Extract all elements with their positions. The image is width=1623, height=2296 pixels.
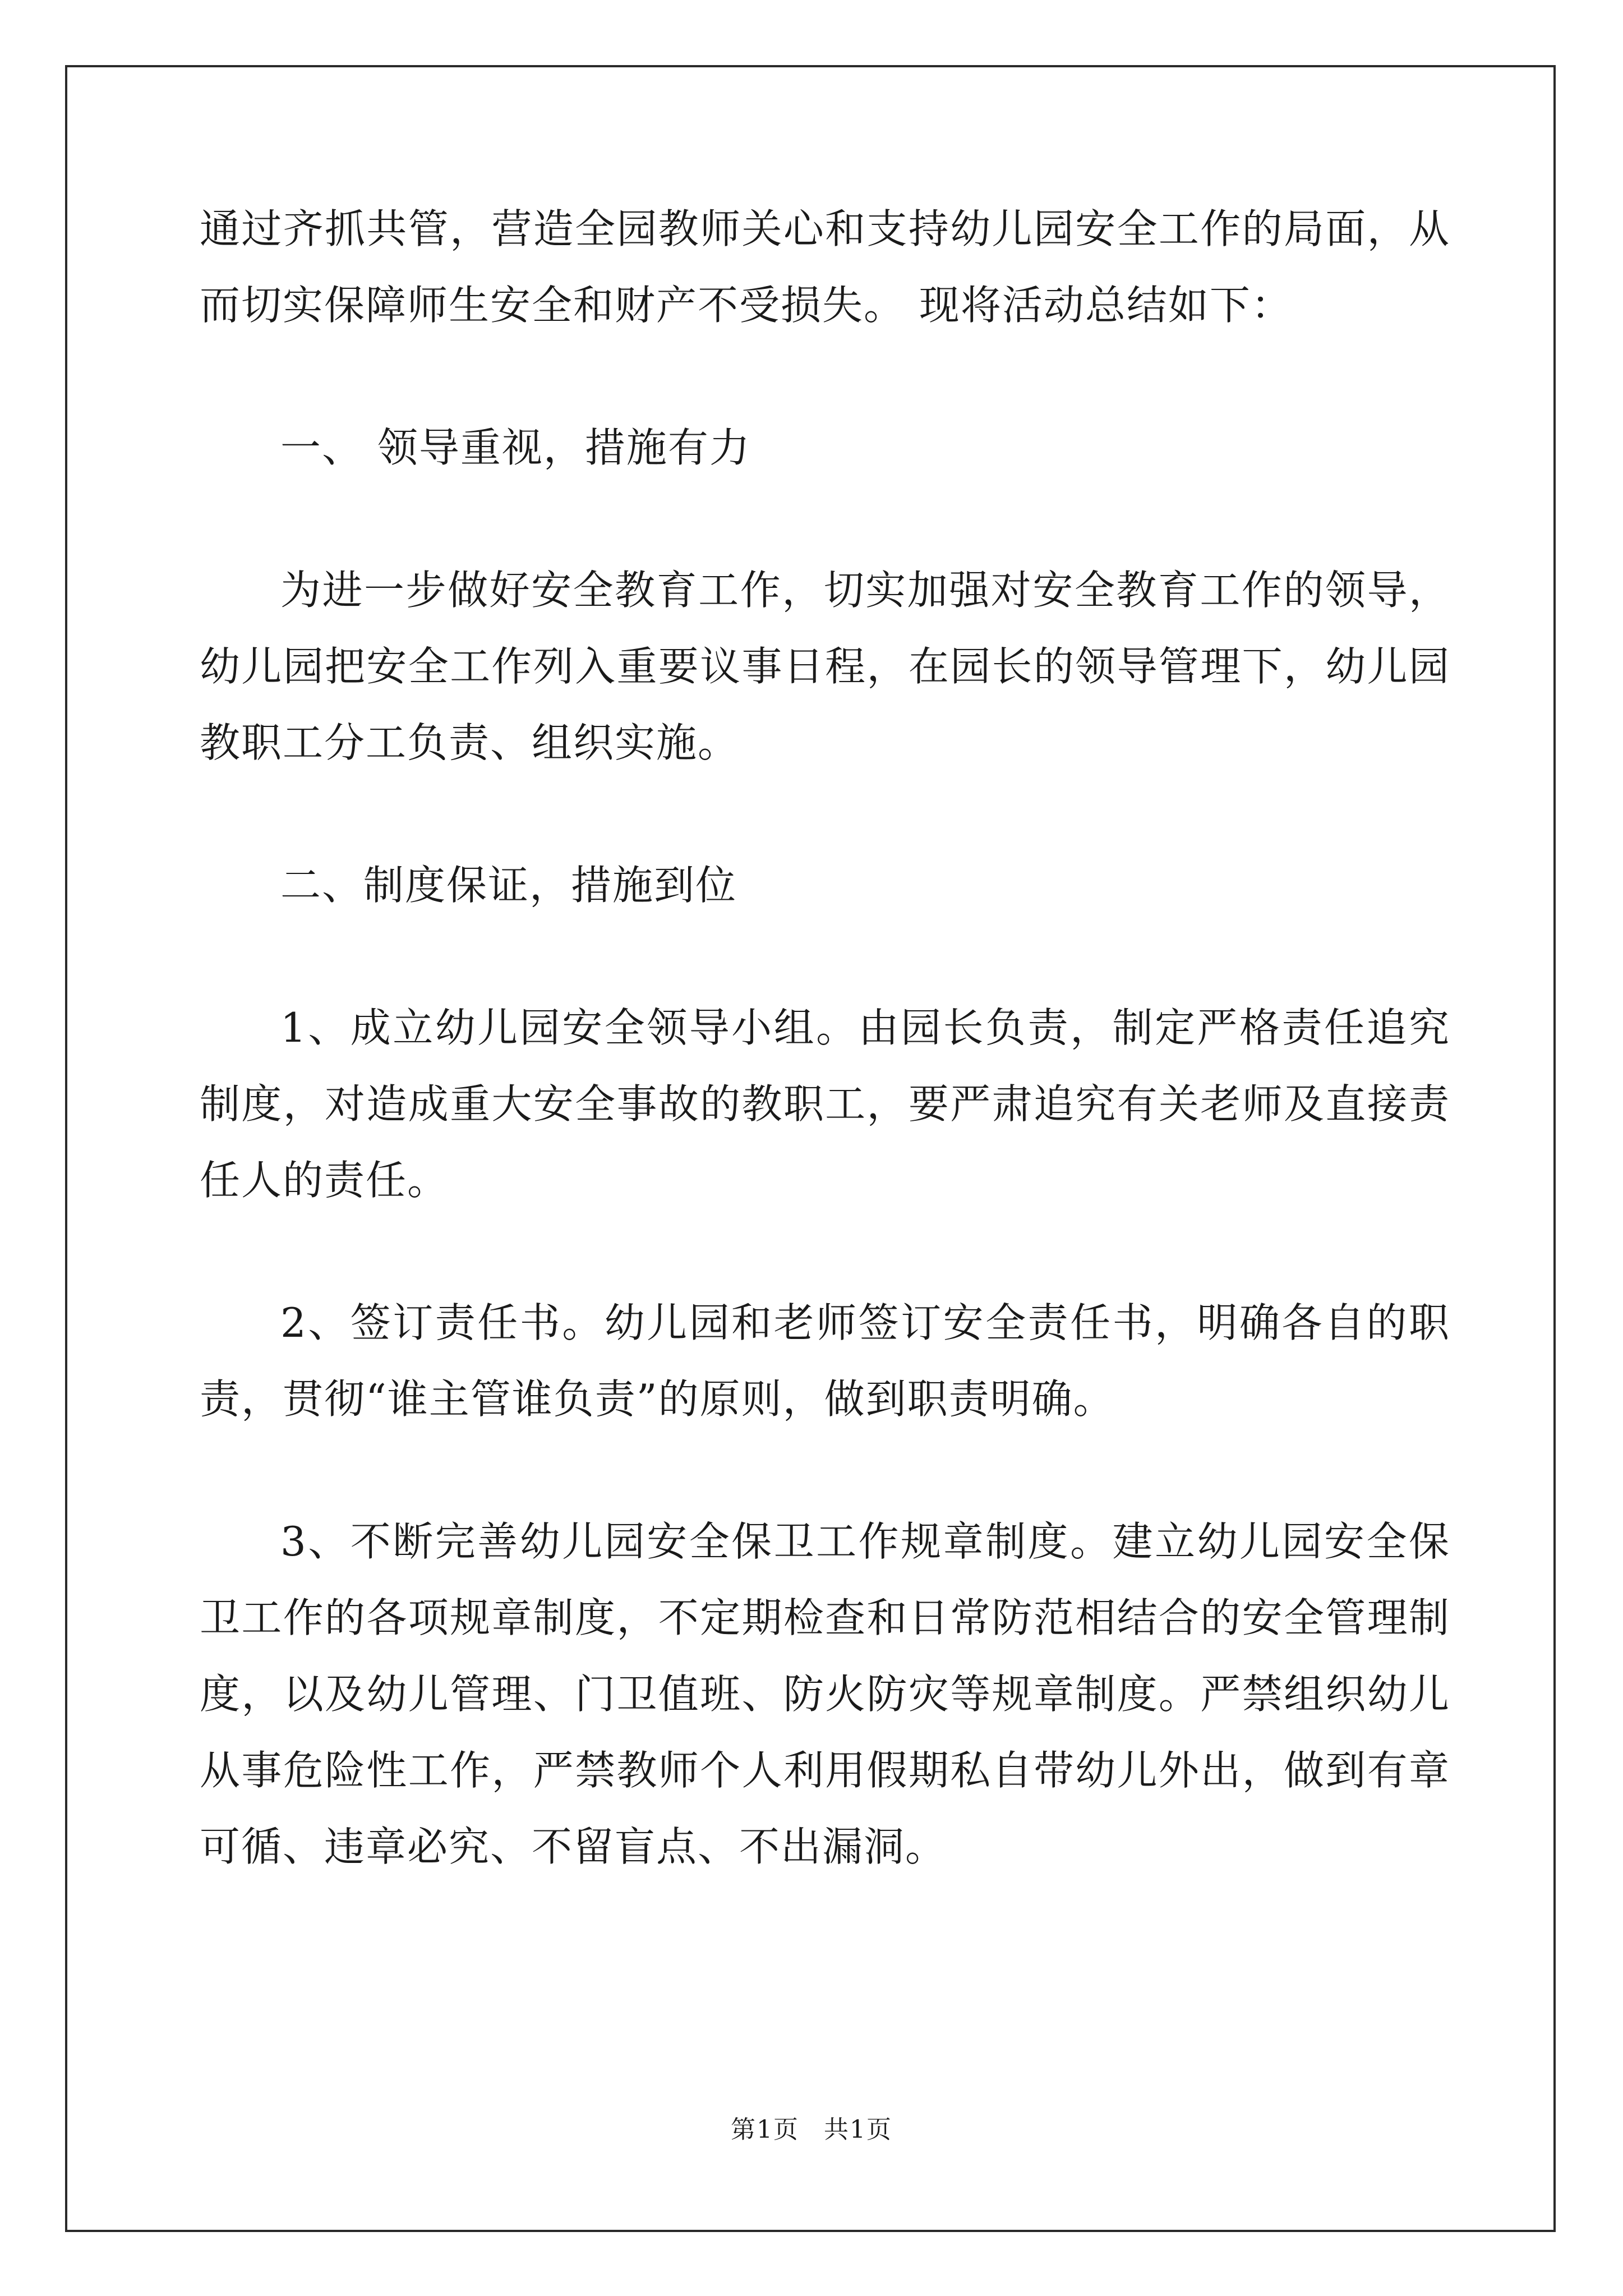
heading-section-two: 二、制度保证，措施到位 [280,862,737,909]
paragraph-item-1: 1、成立幼儿园安全领导小组。由园长负责，制定严格责任追究制度，对造成重大安全事故的教职工，要严肃追究有关老师及直接责任人的责任。 [200,1004,1450,1204]
heading-section-one: 一、 领导重视，措施有力 [280,424,751,471]
paragraph-item-3: 3、不断完善幼儿园安全保卫工作规章制度。建立幼儿园安全保卫工作的各项规章制度，不定期检查和日常防范相结合的安全管理制度，以及幼儿管理、门卫值班、防火防灾等规章制度。严禁组织幼儿从事危险性工作，严禁教师个人利用假期私自带幼儿外出，做到有章可循、违章必究、不留盲点、不出漏洞。 [200,1518,1450,1870]
page-footer [0,2109,1623,2145]
paragraph-leadership: 为进一步做好安全教育工作，切实加强对安全教育工作的领导，幼儿园把安全工作列入重要议事日程，在园长的领导管理下，幼儿园教职工分工负责、组织实施。 [200,567,1450,766]
page-number-total: 共1页 [824,2115,892,2144]
page-number-current: 第1页 [731,2115,799,2144]
paragraph-item-2: 2、签订责任书。幼儿园和老师签订安全责任书，明确各自的职责，贯彻“谁主管谁负责”的原则，做到职责明确。 [200,1299,1450,1423]
document-body [200,191,1450,1951]
paragraph-intro: 通过齐抓共管，营造全园教师关心和支持幼儿园安全工作的局面，从而切实保障师生安全和财产不受损失。 现将活动总结如下： [200,205,1450,329]
